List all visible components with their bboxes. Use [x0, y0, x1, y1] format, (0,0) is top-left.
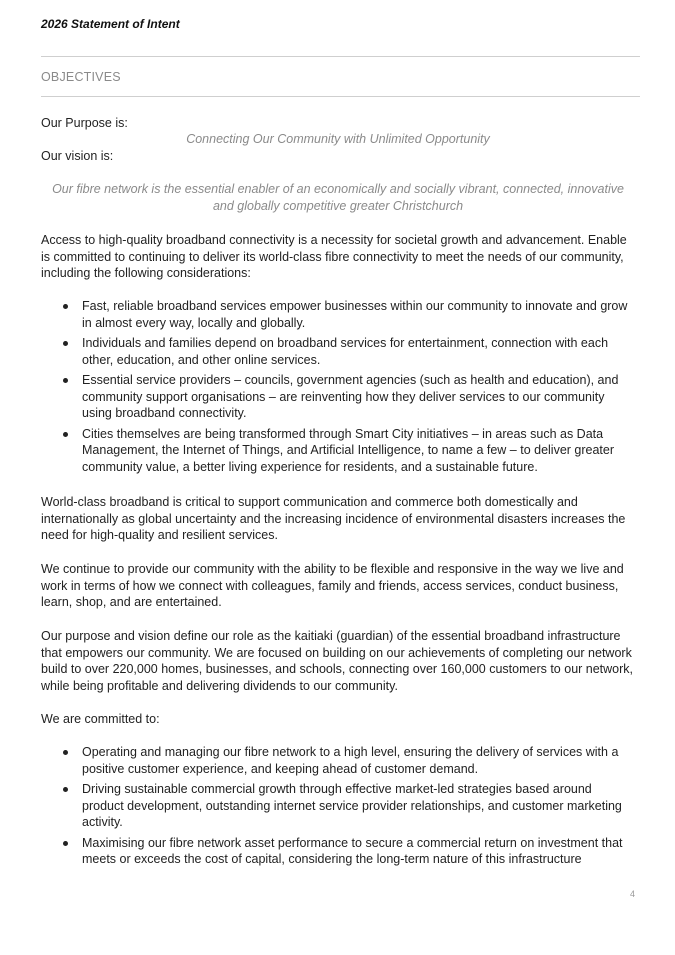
bullet-icon [63, 341, 68, 346]
purpose-statement: Connecting Our Community with Unlimited Opportunity [186, 132, 490, 146]
page-number: 4 [630, 889, 636, 899]
vision-label: Our vision is: [41, 149, 114, 163]
bullet-icon [63, 378, 68, 383]
committed-paragraph: We are committed to: [41, 712, 160, 726]
list-item-text: Driving sustainable commercial growth through effective market-led strategies based around product development, outstanding internet service provider relationships, and customer marketing activity. [82, 782, 622, 829]
world-class-paragraph: World-class broadband is critical to support communication and commerce both domestically and internationally as global uncertainty and the increasing incidence of environmental disasters increases the need for high-quality and resilient services. [41, 495, 626, 542]
purpose-label: Our Purpose is: [41, 116, 128, 130]
list-item [41, 298, 635, 331]
list-item-text: Individuals and families depend on broadband services for entertainment, connection with each other, education, and other online services. [82, 336, 609, 367]
list-item-text: Maximising our fibre network asset performance to secure a commercial return on investment that meets or exceeds the cost of capital, considering the long-term nature of this infrastructure [82, 835, 623, 866]
commitments-list [41, 744, 635, 872]
considerations-list [41, 298, 635, 479]
list-item [41, 426, 635, 476]
section-divider-bottom [41, 96, 640, 97]
list-item-text: Fast, reliable broadband services empower businesses within our community to innovate and grow in almost every way, locally and globally. [82, 299, 628, 330]
list-item-text: Essential service providers – councils, government agencies (such as health and education), and community support organisations – are reinventing how they deliver services to our community using broadband connectivity. [82, 373, 619, 420]
intro-paragraph: Access to high-quality broadband connectivity is a necessity for societal growth and advancement. Enable is committed to continuing to deliver its world-class fibre connectivity to meet the needs of our community, including the following considerations: [41, 233, 627, 280]
list-item [41, 372, 635, 422]
list-item [41, 335, 635, 368]
section-heading: OBJECTIVES [41, 70, 121, 84]
role-paragraph: Our purpose and vision define our role as the kaitiaki (guardian) of the essential broadband infrastructure that empowers our community. We are focused on building on our achievements of completing our network build to over 220,000 homes, businesses, and schools, connecting over 160,000 customers to our network, while being profitable and delivering dividends to our community. [41, 629, 634, 693]
bullet-icon [63, 432, 68, 437]
continue-paragraph: We continue to provide our community with the ability to be flexible and responsive in the way we live and work in terms of how we connect with colleagues, family and friends, access services, conduct business, learn, shop, and are entertained. [41, 562, 624, 609]
list-item [41, 744, 635, 777]
list-item [41, 835, 635, 868]
bullet-icon [63, 750, 68, 755]
vision-statement: Our fibre network is the essential enabler of an economically and socially vibrant, connected, innovative and globally competitive greater Christchurch [52, 182, 624, 213]
document-header-title: 2026 Statement of Intent [41, 17, 180, 31]
section-divider-top [41, 56, 640, 57]
list-item [41, 781, 635, 831]
list-item-text: Operating and managing our fibre network to a high level, ensuring the delivery of services with a positive customer experience, and keeping ahead of customer demand. [82, 745, 619, 776]
list-item-text: Cities themselves are being transformed through Smart City initiatives – in areas such as Data Management, the Internet of Things, and Artificial Intelligence, to name a few – to deliver greater community value, a better living experience for residents, and a sustainable future. [82, 426, 615, 474]
bullet-icon [63, 787, 68, 792]
bullet-icon [63, 304, 68, 309]
bullet-icon [63, 841, 68, 846]
